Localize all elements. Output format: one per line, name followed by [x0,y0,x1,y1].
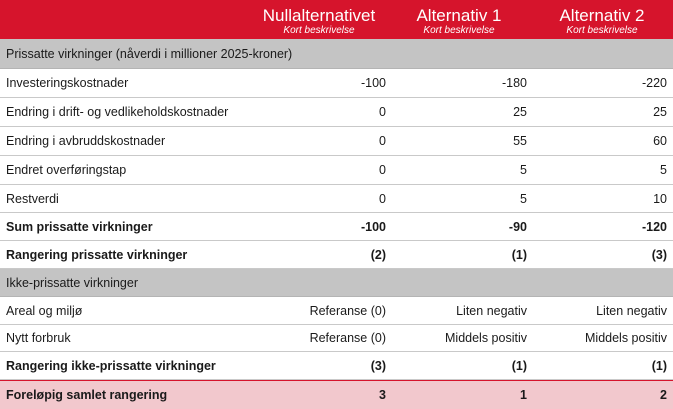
table-row [0,127,673,156]
column-title: Alternativ 2 [559,6,645,25]
value-alternativ-2: 60 [653,134,667,148]
row-label: Nytt forbruk [6,331,71,345]
value-nullalternativet: (2) [370,247,386,262]
column-title: Alternativ 1 [416,6,502,25]
value-alternativ-2: 2 [660,388,667,402]
value-nullalternativet: Referanse (0) [309,303,386,318]
value-alternativ-2: Liten negativ [596,303,667,318]
value-alternativ-1: -180 [501,76,527,90]
value-alternativ-2: (3) [651,247,667,262]
value-nullalternativet: -100 [360,76,386,90]
section-title: Ikke-prissatte virkninger [6,275,138,290]
table-row [0,98,673,127]
value-nullalternativet: 0 [379,105,386,119]
value-alternativ-2: 10 [653,191,667,206]
table-row-sum [0,213,673,241]
table-row-final-ranking [0,380,673,409]
value-alternativ-1: Liten negativ [456,303,527,318]
table-row-ranking-nonpriced [0,352,673,380]
value-alternativ-1: (1) [511,247,527,262]
table-header [0,0,673,39]
table-row [0,297,673,325]
table-row [0,325,673,352]
column-header-nullalternativet [250,0,388,39]
value-nullalternativet: 0 [379,163,386,177]
value-nullalternativet: 0 [379,134,386,148]
value-alternativ-2: -120 [641,219,667,234]
value-nullalternativet: 0 [379,191,386,206]
value-alternativ-2: Middels positiv [585,331,667,345]
table-row [0,185,673,213]
section-header-prissatte [0,39,673,69]
row-label: Endret overføringstap [6,163,127,177]
row-label: Rangering ikke-prissatte virkninger [6,358,216,373]
row-label: Sum prissatte virkninger [6,219,153,234]
column-header-alternativ-1 [390,0,528,39]
value-alternativ-1: (1) [511,358,527,373]
value-alternativ-1: 1 [520,388,527,402]
column-subtitle: Kort beskrivelse [566,25,638,36]
row-label: Rangering prissatte virkninger [6,247,188,262]
column-header-alternativ-2 [531,0,673,39]
value-alternativ-2: (1) [651,358,667,373]
value-alternativ-2: 5 [660,163,667,177]
column-title: Nullalternativet [262,6,376,25]
value-alternativ-1: 55 [513,134,527,148]
column-subtitle: Kort beskrivelse [423,25,495,36]
table-row [0,156,673,185]
value-alternativ-2: 25 [653,105,667,119]
section-header-ikke-prissatte [0,269,673,297]
value-nullalternativet: 3 [379,388,386,402]
value-nullalternativet: Referanse (0) [309,331,386,345]
value-alternativ-1: 5 [520,191,527,206]
value-alternativ-1: 25 [513,105,527,119]
row-label: Foreløpig samlet rangering [6,388,168,402]
value-alternativ-1: -90 [508,219,527,234]
column-subtitle: Kort beskrivelse [283,25,355,36]
table-row-ranking-priced [0,241,673,269]
row-label: Endring i drift- og vedlikeholdskostnader [6,105,229,119]
value-alternativ-2: -220 [641,76,667,90]
table-row [0,69,673,98]
row-label: Endring i avbruddskostnader [6,134,166,148]
row-label: Restverdi [6,191,59,206]
value-nullalternativet: -100 [360,219,386,234]
section-title: Prissatte virkninger (nåverdi i millioner 2025-kroner) [6,46,293,61]
row-label: Areal og miljø [6,303,83,318]
row-label: Investeringskostnader [6,76,129,90]
value-alternativ-1: 5 [520,163,527,177]
value-alternativ-1: Middels positiv [445,331,527,345]
value-nullalternativet: (3) [370,358,386,373]
